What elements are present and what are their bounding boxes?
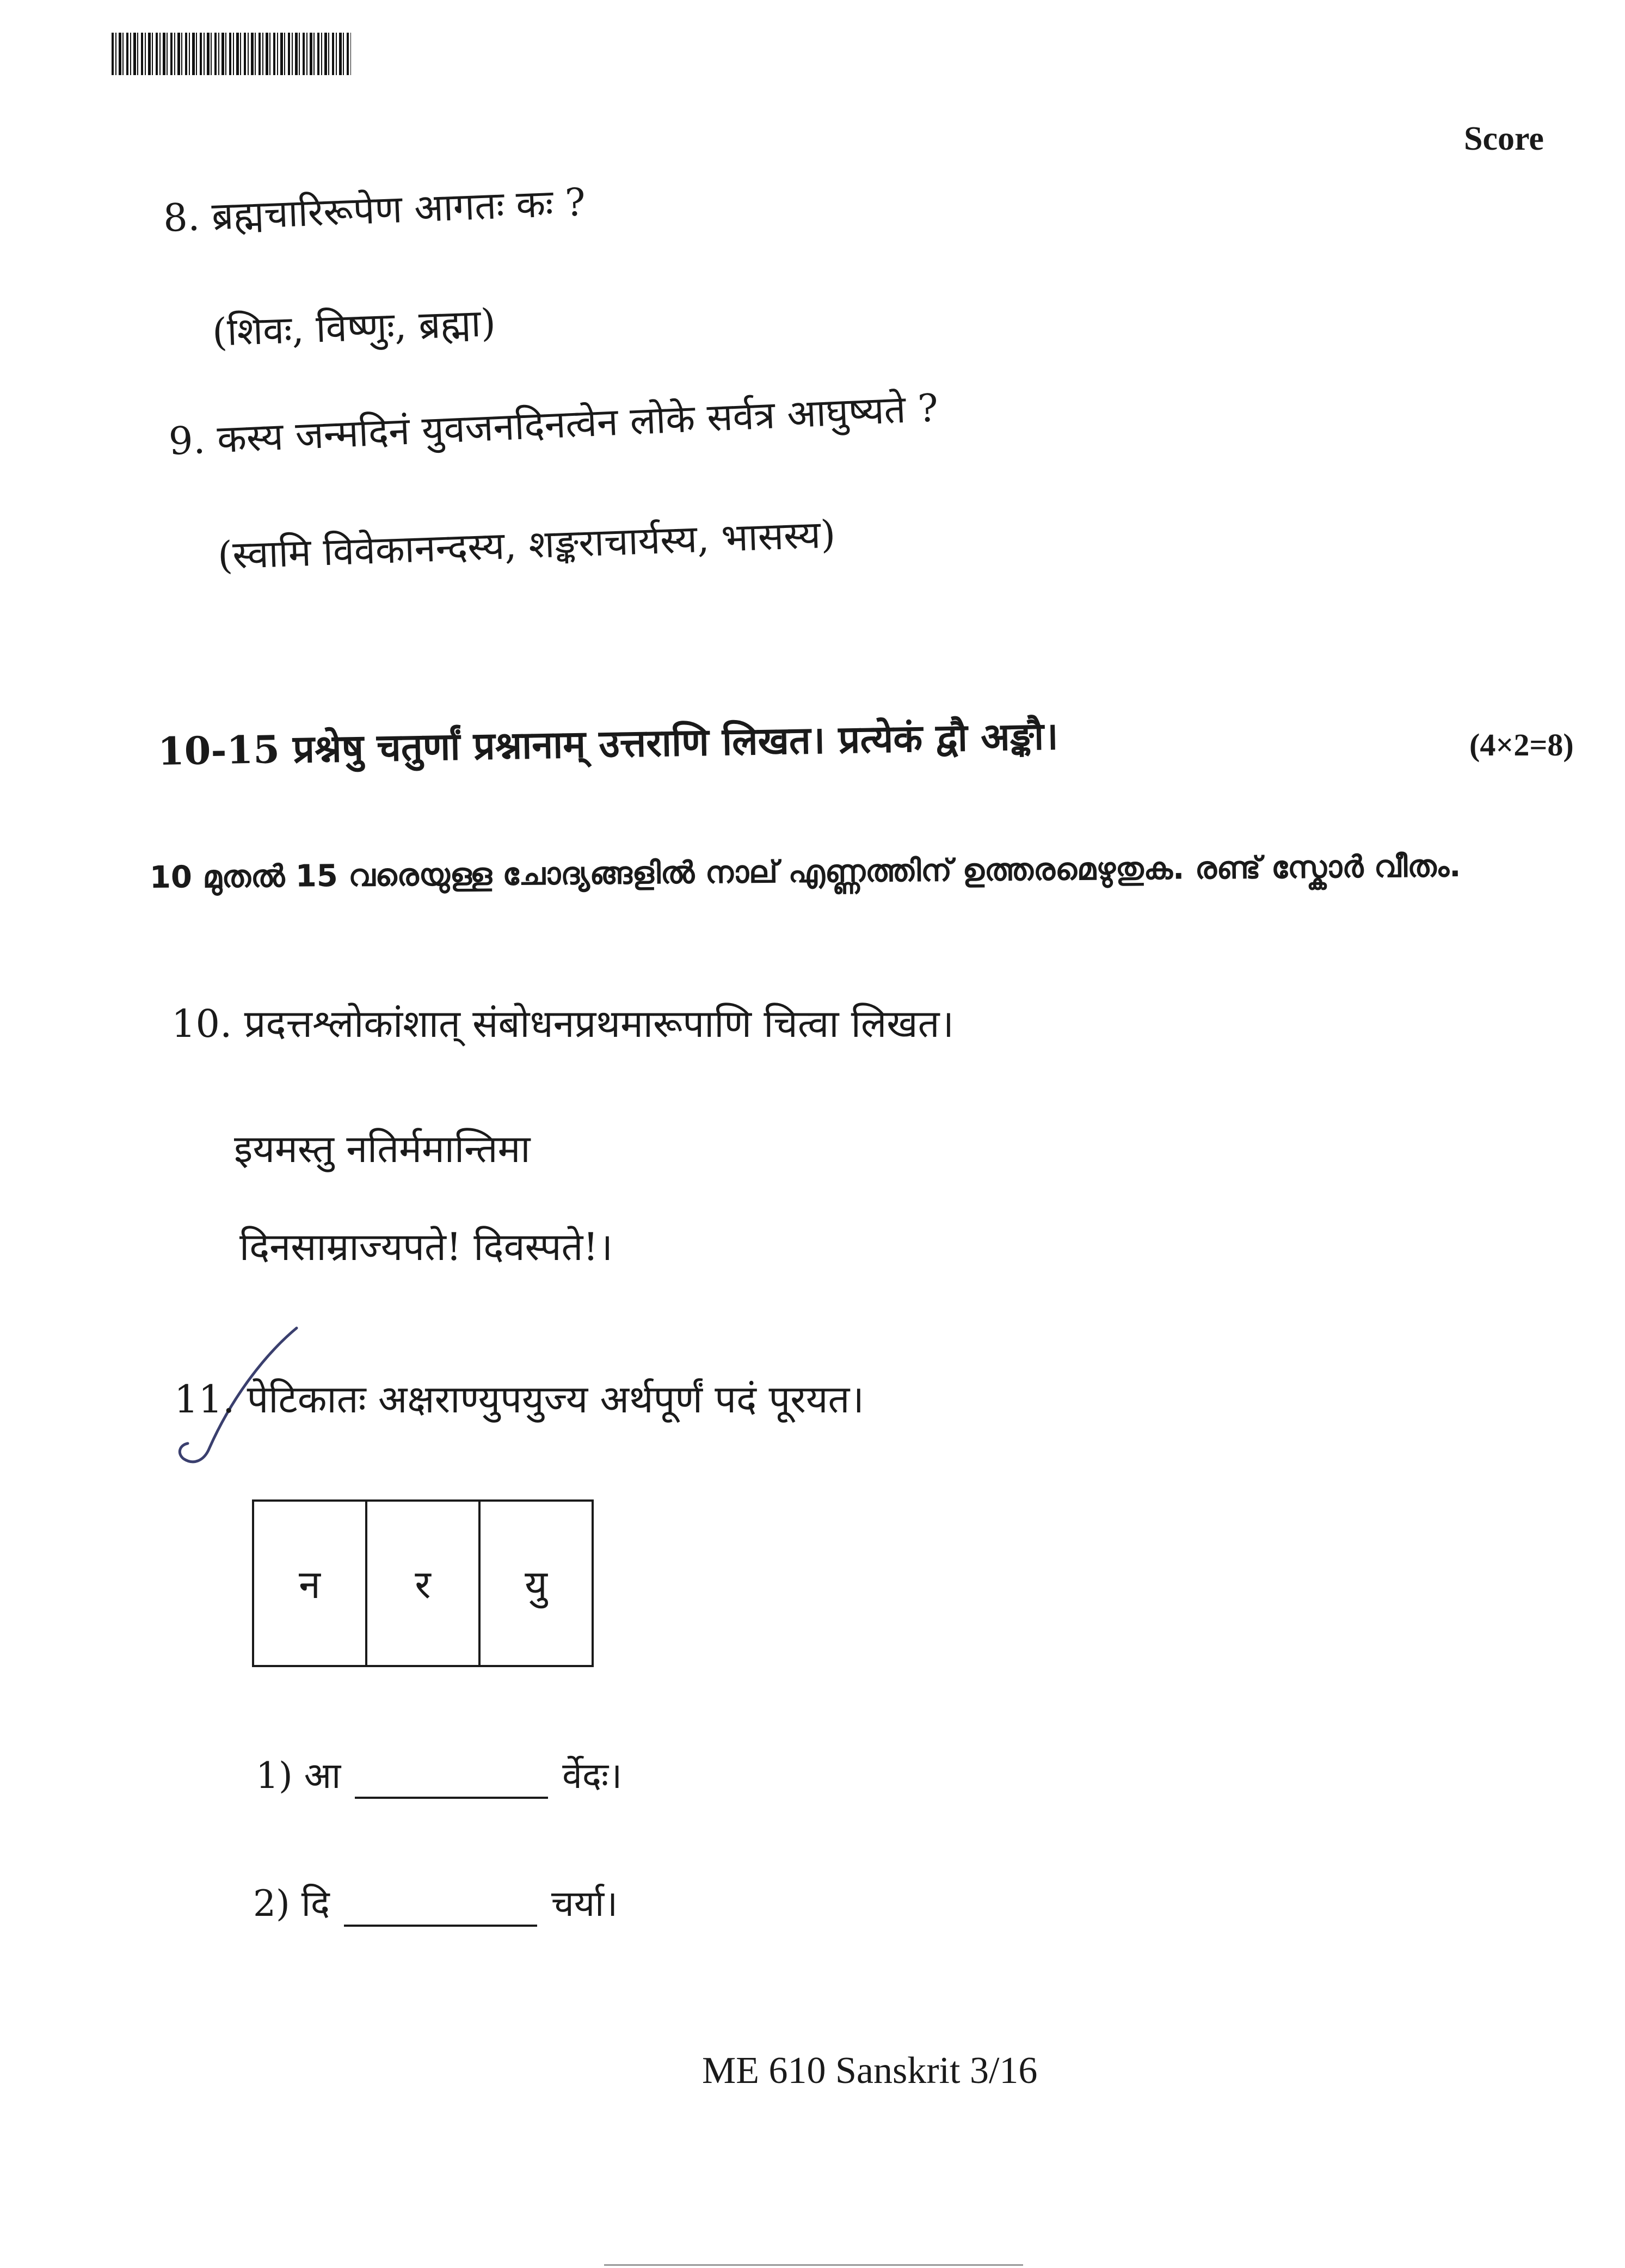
fill-blank-2 xyxy=(253,1878,618,1927)
question-9: 9. कस्य जन्मदिनं युवजनदिनत्वेन लोके सर्वत्र आघुष्यते ? xyxy=(168,385,939,464)
fill-2-prefix: 2) दि xyxy=(253,1883,330,1925)
answer-blank-2[interactable] xyxy=(344,1892,537,1927)
letter-cell: यु xyxy=(525,1562,547,1607)
score-label: Score xyxy=(1464,120,1544,157)
fill-2-suffix: चर्या। xyxy=(551,1883,618,1925)
letter-cell: न xyxy=(254,1502,367,1665)
answer-blank-1[interactable] xyxy=(355,1764,548,1799)
question-10: 10. प्रदत्तश्लोकांशात् संबोधनप्रथमारूपाणि चित्वा लिखत। xyxy=(171,1001,954,1046)
question-9-options: (स्वामि विवेकानन्दस्य, शङ्कराचार्यस्य, भासस्य) xyxy=(217,512,836,578)
fill-1-suffix: र्वेदः। xyxy=(562,1755,623,1797)
page-footer: ME 610 Sanskrit 3/16 xyxy=(702,2050,1038,2092)
letter-cell: र xyxy=(367,1502,481,1665)
section-instruction-sanskrit: 10-15 प्रश्नेषु चतुर्णां प्रश्नानाम् उत्तराणि लिखत। प्रत्येकं द्वौ अङ्कौ। xyxy=(157,713,1059,774)
letter-box xyxy=(252,1499,594,1667)
divider xyxy=(604,2264,1023,2266)
section-marks: (4×2=8) xyxy=(1469,727,1574,763)
question-11: 11. पेटिकातः अक्षराण्युपयुज्य अर्थपूर्णं पदं पूरयत। xyxy=(174,1377,864,1422)
question-8: 8. ब्रह्मचारिरूपेण आगतः कः ? xyxy=(162,180,587,241)
section-instruction-malayalam: 10 മുതൽ 15 വരെയുള്ള ചോദ്യങ്ങളിൽ നാല് എണ്ണത്തിന് ഉത്തരമെഴുതുക. രണ്ട് സ്കോർ വീതം. xyxy=(149,848,1461,895)
barcode xyxy=(112,33,351,75)
fill-blank-1 xyxy=(256,1750,622,1799)
verse-line-2: दिनसाम्राज्यपते! दिवस्पते!। xyxy=(239,1225,613,1269)
verse-line-1: इयमस्तु नतिर्ममान्तिमा xyxy=(234,1127,531,1171)
question-8-options: (शिवः, विष्णुः, ब्रह्मा) xyxy=(211,300,497,355)
fill-1-prefix: 1) आ xyxy=(256,1755,341,1797)
